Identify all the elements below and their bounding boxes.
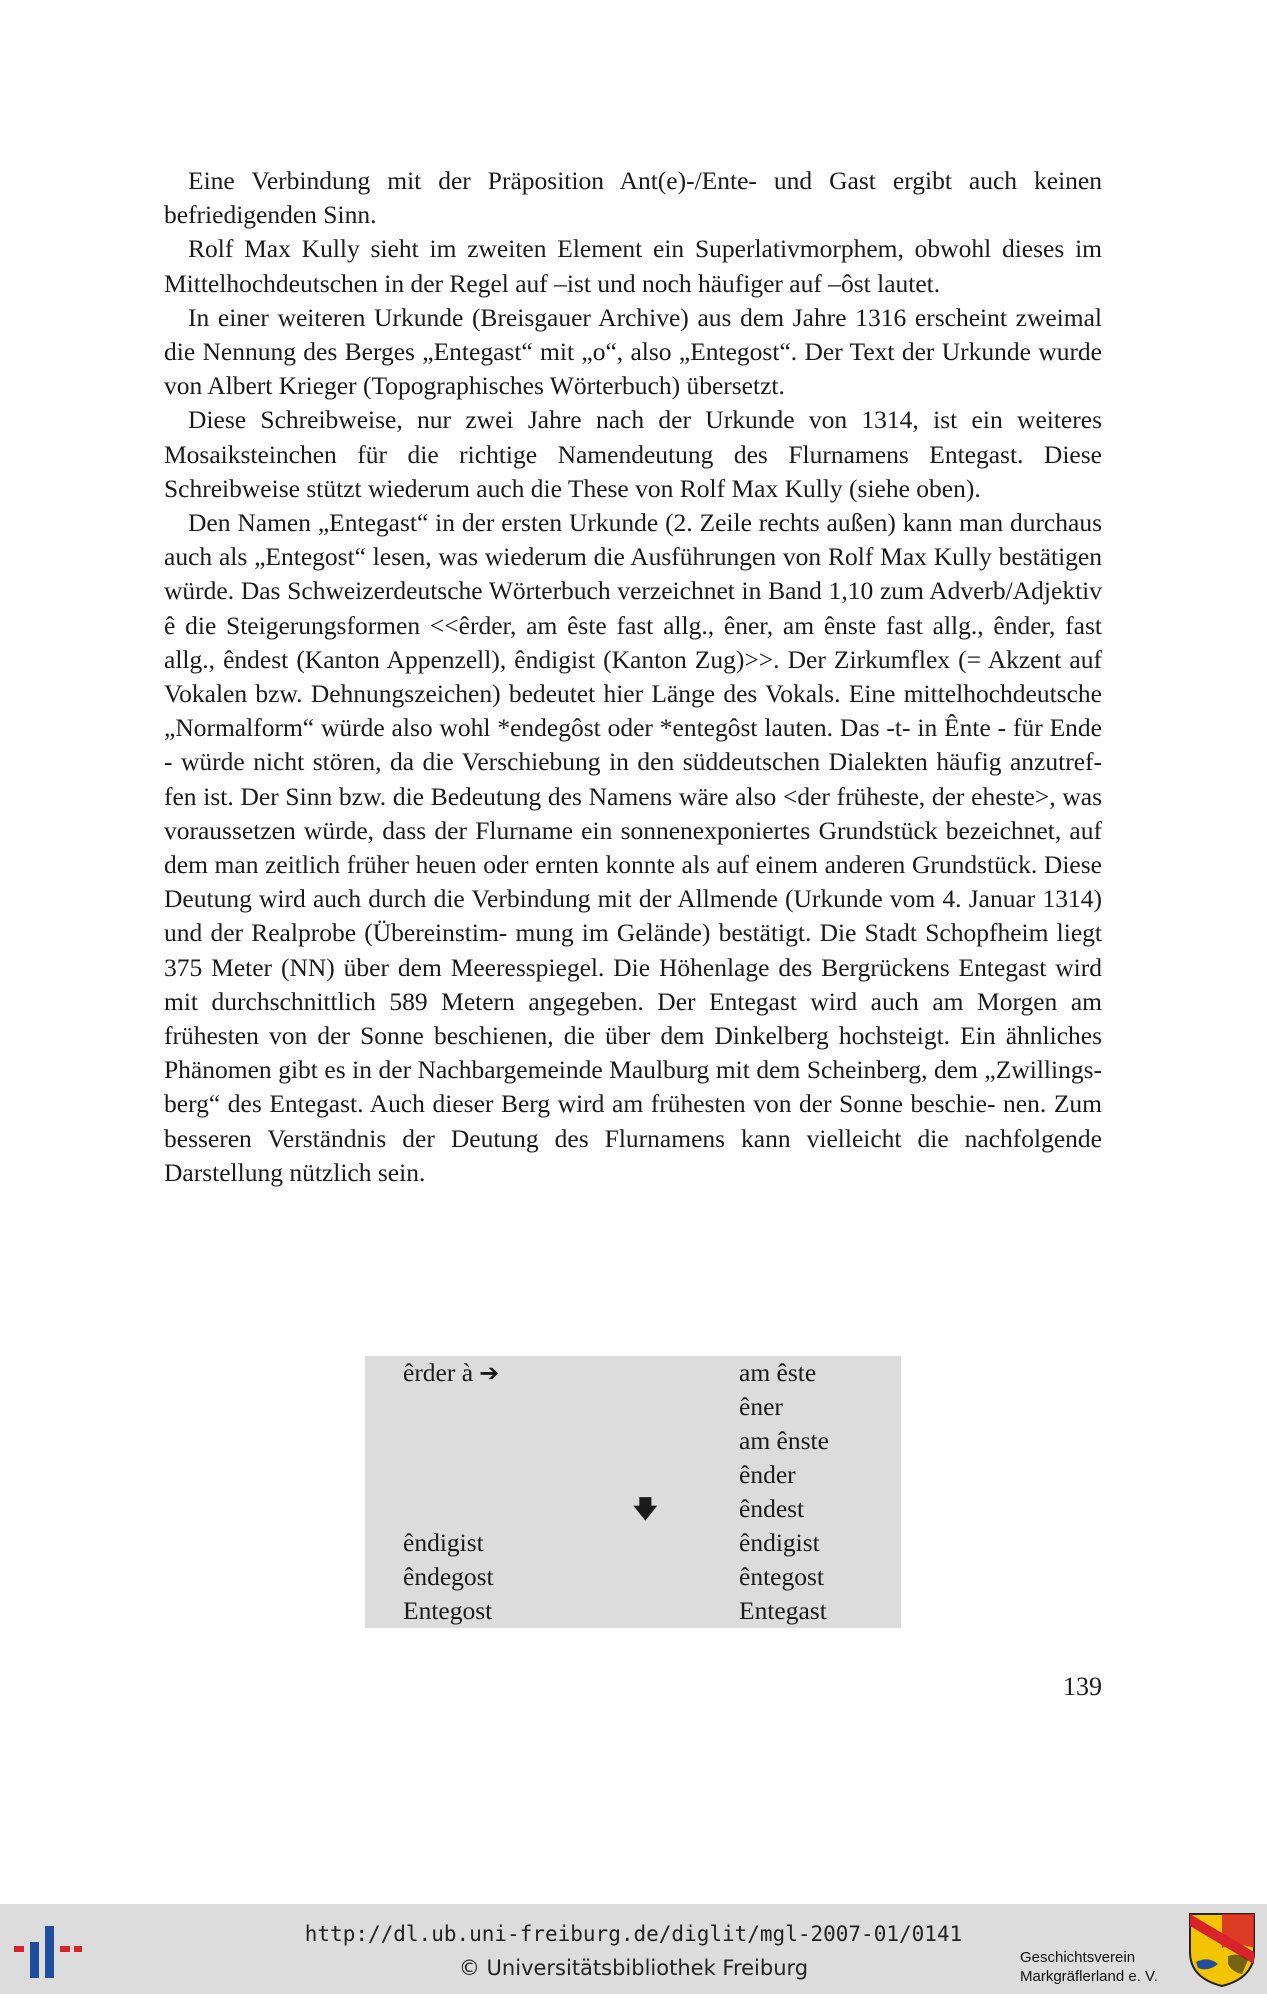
scheme-right: êndest <box>739 1494 805 1523</box>
scheme-right: êndigist <box>739 1528 820 1557</box>
paragraph: In einer weiteren Urkunde (Breisgauer Archive) aus dem Jahre 1316 erscheint zweimal die Nennung des Berges „Entegast“ mit „o“, also „Entegost“. Der Text der Urkunde wurde von Albert Krieger (Topographisches Wörterbuch) übersetzt. <box>164 302 1102 401</box>
body-text <box>164 164 1102 1190</box>
scheme-right: Entegast <box>739 1596 827 1625</box>
scheme-right: ênder <box>739 1460 796 1489</box>
paragraph: Den Namen „Entegast“ in der ersten Urkunde (2. Zeile rechts außen) kann man durchaus auch als „Entegost“ lesen, was wiederum die Ausführungen von Rolf Max Kully bestätigen würde. Das Schweizerdeutsche Wörterbuch verzeichnet in Band 1,10 zum Adverb/Adjektiv ê die Steigerungsformen <<êrder, am êste fast allg., êner, am ênste fast allg., ênder, fast allg., êndest (Kanton Appenzell), êndigist (Kanton Zug)>>. Der Zirkumflex (= Akzent auf Vokalen bzw. Dehnungszeichen) bedeutet hier Länge des Vokals. Eine mittelhochdeutsche „Normalform“ würde also wohl *endegôst oder *entegôst lauten. Das -t- in Ênte - für Ende - würde nicht stören, da die Verschiebung in den süddeutschen Dialekten häufig anzutref- fen ist. Der Sinn bzw. die Bedeutung des Namens wäre also <der früheste, der eheste>, was voraussetzen würde, dass der Flurname ein sonnenexponiertes Grundstück bezeichnet, auf dem man zeitlich früher heuen oder ernten konnte als auf einem anderen Grundstück. Diese Deutung wird auch durch die Verbindung mit der Allmende (Urkunde vom 4. Januar 1314) und der Realprobe (Übereinstim- mung im Gelände) bestätigt. Die Stadt Schopfheim liegt 375 Meter (NN) über dem Meeresspiegel. Die Höhenlage des Bergrückens Entegast wird mit durchschnittlich 589 Metern angegeben. Der Entegast wird auch am Morgen am frühesten von der Sonne beschienen, die über dem Dinkelberg hochsteigt. Ein ähnliches Phänomen gibt es in der Nachbargemeinde Maulburg mit dem Scheinberg, dem „Zwillings- berg“ des Entegast. Auch dieser Berg wird am frühesten von der Sonne beschie- nen. Zum besseren Verständnis der Deutung des Flurnamens kann vielleicht die nachfolgende Darstellung nützlich sein. <box>164 508 1102 1187</box>
scheme-right: am êste <box>739 1358 817 1387</box>
scheme-right: am ênste <box>739 1426 829 1455</box>
document-url-link[interactable]: http://dl.ub.uni-freiburg.de/diglit/mgl-2007-01/0141 <box>304 1922 963 1946</box>
scheme-row <box>365 1594 901 1628</box>
arrow-right-icon: ➔ <box>479 1359 500 1387</box>
scheme-right: êntegost <box>739 1562 824 1591</box>
arrow-down-icon: 🡇 <box>633 1495 658 1523</box>
society-line: Geschichtsverein <box>1020 1949 1136 1966</box>
scheme-row <box>365 1560 901 1594</box>
scheme-left <box>403 1356 499 1390</box>
scheme-left: Entegost <box>403 1596 493 1625</box>
page-number: 139 <box>1063 1672 1102 1701</box>
scheme-row <box>365 1390 901 1424</box>
paragraph: Eine Verbindung mit der Präposition Ant(e)-/Ente- und Gast ergibt auch keinen befriedigenden Sinn. <box>164 166 1102 230</box>
scheme-row <box>365 1492 901 1526</box>
copyright-text: © Universitätsbibliothek Freiburg <box>458 1956 809 1980</box>
derivation-scheme <box>365 1356 901 1628</box>
scheme-row <box>365 1424 901 1458</box>
footer-bar <box>0 1904 1267 1994</box>
scheme-left: êndigist <box>403 1528 484 1557</box>
paragraph: Diese Schreibweise, nur zwei Jahre nach der Urkunde von 1314, ist ein weiteres Mosaiksteinchen für die richtige Namendeutung des Flurnamens Entegast. Diese Schreibweise stützt wiederum auch die These von Rolf Max Kully (siehe oben). <box>164 405 1102 503</box>
scheme-left-text: êrder à <box>403 1358 474 1387</box>
scheme-row <box>365 1458 901 1492</box>
society-line: Markgräflerland e. V. <box>1020 1968 1158 1985</box>
society-name <box>1020 1948 1180 1986</box>
scheme-right: êner <box>739 1392 783 1421</box>
coat-of-arms-icon <box>1188 1912 1256 1988</box>
paragraph: Rolf Max Kully sieht im zweiten Element ein Superlativmorphem, obwohl dieses im Mittelhochdeutschen in der Regel auf –ist und noch häufiger auf –ôst lautet. <box>164 234 1102 298</box>
scheme-left: êndegost <box>403 1562 494 1591</box>
scheme-row <box>365 1356 901 1390</box>
scheme-row <box>365 1526 901 1560</box>
